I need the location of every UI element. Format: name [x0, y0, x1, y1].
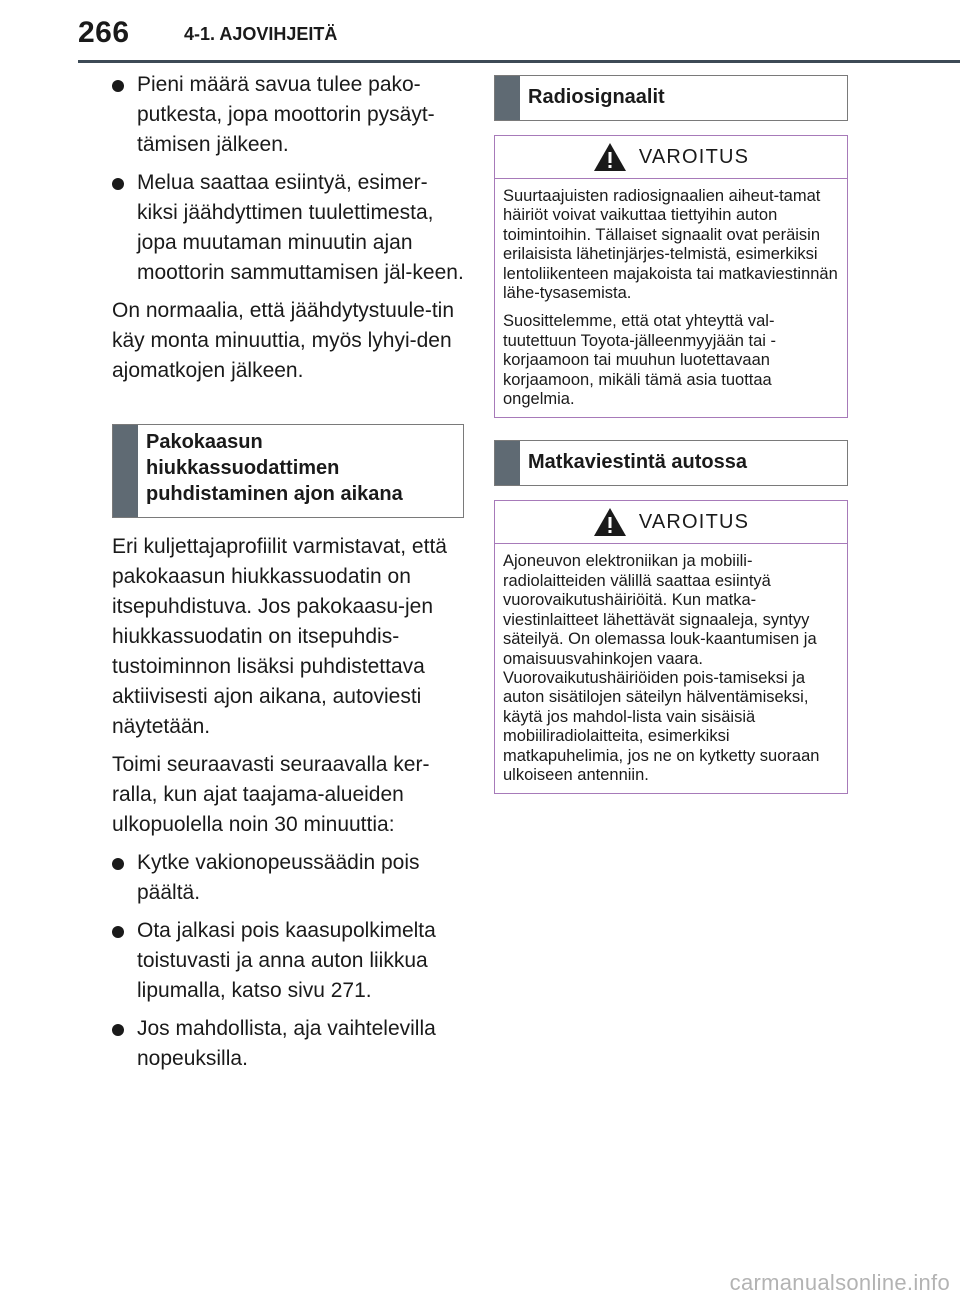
- warning-triangle-icon: [593, 142, 627, 172]
- left-column: [112, 70, 464, 1082]
- list-item: [112, 916, 464, 1006]
- section-heading-box: [494, 75, 848, 121]
- warning-text: Ajoneuvon elektroniikan ja mobiili-radiolaitteiden välillä saattaa esiintyä vuorovaikutushäiriöitä. Kun matka-viestinlaitteet lähettävät signaaleja, syntyy säteilyä. On olemassa louk-kaantumisen ja omaisuusvahinkojen vaara. Vuorovaikutushäiriöiden pois-tamiseksi ja auton sisätilojen säteilyn hälventämiseksi, käytä jos mahdol-lista vain sisäisiä mobiiliradiolaitteita, esimerkiksi matkapuhelimia, jos ne on kytketty suoraan ulkoiseen antenniin.: [503, 552, 820, 784]
- warning-title: VAROITUS: [638, 510, 750, 533]
- right-column: [494, 75, 848, 794]
- bullet-text: Melua saattaa esiintyä, esimer-kiksi jäähdyttimen tuulettimesta, jopa muutaman minuutin ajan moottorin sammuttamisen jäl-keen.: [137, 171, 464, 284]
- list-item: [112, 1014, 464, 1074]
- heading-tab: [113, 425, 138, 517]
- bullet-text: Jos mahdollista, aja vaihtelevilla nopeuksilla.: [137, 1017, 436, 1070]
- section-title: 4-1. AJOVIHJEITÄ: [184, 24, 338, 44]
- bullet-dot-icon: [112, 1024, 124, 1036]
- warning-body: [495, 179, 847, 417]
- warning-triangle-icon: [593, 507, 627, 537]
- section-heading-box: [112, 424, 464, 518]
- section-heading: Radiosignaalit: [528, 86, 665, 108]
- watermark: carmanualsonline.info: [729, 1270, 950, 1295]
- paragraph: Eri kuljettajaprofiilit varmistavat, että pakokaasun hiukkassuodatin on itsepuhdistuva. Jos pakokaasu-jen hiukkassuodatin on itsepuhdis-tustoiminnon lisäksi puhdistettava aktiivisesti ajon aikana, autoviesti näytetään.: [112, 535, 447, 738]
- header-divider: [78, 60, 960, 63]
- section-heading: Matkaviestintä autossa: [528, 451, 747, 474]
- list-item: [112, 848, 464, 908]
- section-heading: Pakokaasun hiukkassuodattimen puhdistaminen ajon aikana: [146, 431, 403, 505]
- bullet-text: Pieni määrä savua tulee pako-putkesta, jopa moottorin pysäyt-tämisen jälkeen.: [137, 73, 435, 156]
- list-item: [112, 168, 464, 288]
- warning-text: Suosittelemme, että otat yhteyttä val-tuutettuun Toyota-jälleenmyyjään tai -korjaamoon tai muuhun luotettavaan korjaamoon, mikäli tämä asia tuottaa ongelmia.: [503, 312, 777, 409]
- warning-body: [495, 544, 847, 793]
- bullet-dot-icon: [112, 858, 124, 870]
- list-item: [112, 70, 464, 160]
- warning-box: [494, 135, 848, 418]
- warning-text: Suurtaajuisten radiosignaalien aiheut-tamat häiriöt voivat vaikuttaa tiettyihin auton toimintoihin. Tällaiset signaalit ovat peräisin erilaisista lähetinjärjes-telmistä, esimerkiksi lentoliikenteen majakoista tai matkaviestinnän lähe-tysasemista.: [503, 187, 838, 303]
- warning-title: VAROITUS: [638, 145, 750, 168]
- warning-box: [494, 500, 848, 794]
- bullet-dot-icon: [112, 178, 124, 190]
- bullet-text: Ota jalkasi pois kaasupolkimelta toistuvasti ja anna auton liikkua lipumalla, katso sivu 271.: [137, 919, 436, 1002]
- warning-header: [495, 501, 847, 544]
- heading-tab: [495, 76, 520, 120]
- warning-header: [495, 136, 847, 179]
- paragraph: Toimi seuraavasti seuraavalla ker-ralla, kun ajat taajama-alueiden ulkopuolella noin 30 minuuttia:: [112, 753, 430, 836]
- section-heading-box: [494, 440, 848, 486]
- bullet-dot-icon: [112, 926, 124, 938]
- bullet-dot-icon: [112, 80, 124, 92]
- bullet-text: Kytke vakionopeussäädin pois päältä.: [137, 851, 420, 904]
- page-number: 266: [78, 16, 130, 49]
- paragraph: On normaalia, että jäähdytystuule-tin käy monta minuuttia, myös lyhyi-den ajomatkojen jälkeen.: [112, 299, 455, 382]
- heading-tab: [495, 441, 520, 485]
